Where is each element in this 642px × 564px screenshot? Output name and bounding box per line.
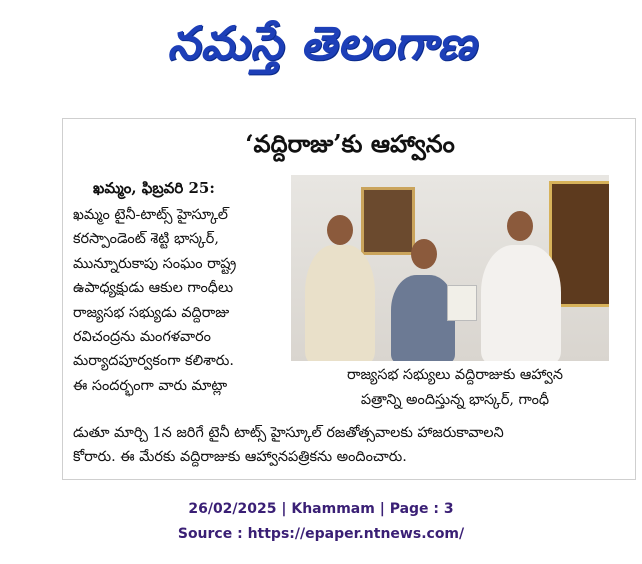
text-line: ఈ సందర్భంగా వారు మాట్లా bbox=[73, 377, 228, 394]
photo-caption bbox=[299, 363, 611, 413]
head-middle bbox=[411, 239, 437, 269]
text-line: ఉపాధ్యక్షుడు ఆకుల గాంధీలు bbox=[73, 280, 234, 297]
caption-line: పత్రాన్ని అందిస్తున్న భాస్కర్, గాంధీ bbox=[360, 392, 550, 408]
head-right bbox=[507, 211, 533, 241]
text-line: కోరారు. ఈ మేరకు వద్దిరాజుకు ఆహ్వానపత్రికను అందించారు. bbox=[73, 449, 407, 466]
edition-line: 26/02/2025 | Khammam | Page : 3 bbox=[188, 501, 454, 517]
text-line: మున్నూరుకాపు సంఘం రాష్ట్ర bbox=[73, 255, 237, 272]
source-line: Source : https://epaper.ntnews.com/ bbox=[177, 526, 465, 542]
head-left bbox=[327, 215, 353, 245]
article-column-text bbox=[73, 203, 285, 398]
article-full-width-text bbox=[73, 421, 629, 470]
person-middle bbox=[391, 275, 455, 361]
person-left bbox=[305, 245, 375, 361]
text-line: మర్యాదపూర్వకంగా కలిశారు. bbox=[73, 353, 234, 370]
text-line: డుతూ మార్చి 1న జరిగే టైనీ టాట్స్ హైస్కూల్ రజతోత్సవాలకు హాజరుకావాలని bbox=[73, 425, 504, 441]
caption-line: రాజ్యసభ సభ్యులు వద్దిరాజుకు ఆహ్వాన bbox=[347, 367, 563, 383]
source-footer bbox=[0, 497, 642, 547]
person-right bbox=[481, 245, 561, 361]
invitation-card bbox=[447, 285, 477, 321]
masthead-logo bbox=[112, 4, 532, 82]
article-dateline: ఖమ్మం, ఫిబ్రవరి 25: bbox=[93, 179, 215, 197]
text-line: రవిచంద్రను మంగళవారం bbox=[73, 329, 211, 346]
text-line: కరస్పాండెంట్ శెట్టి భాస్కర్, bbox=[73, 231, 219, 248]
article-headline: ‘వద్దిరాజు’కు ఆహ్వానం bbox=[245, 129, 455, 158]
wall-portrait bbox=[361, 187, 415, 255]
text-line: రాజ్యసభ సభ్యుడు వద్దిరాజు bbox=[73, 304, 230, 321]
article-photo bbox=[291, 175, 609, 361]
news-clipping bbox=[62, 118, 636, 480]
masthead-title: నమస్తే తెలంగాణ bbox=[167, 16, 477, 70]
text-line: ఖమ్మం టైనీ-టాట్స్ హైస్కూల్ bbox=[73, 207, 229, 223]
